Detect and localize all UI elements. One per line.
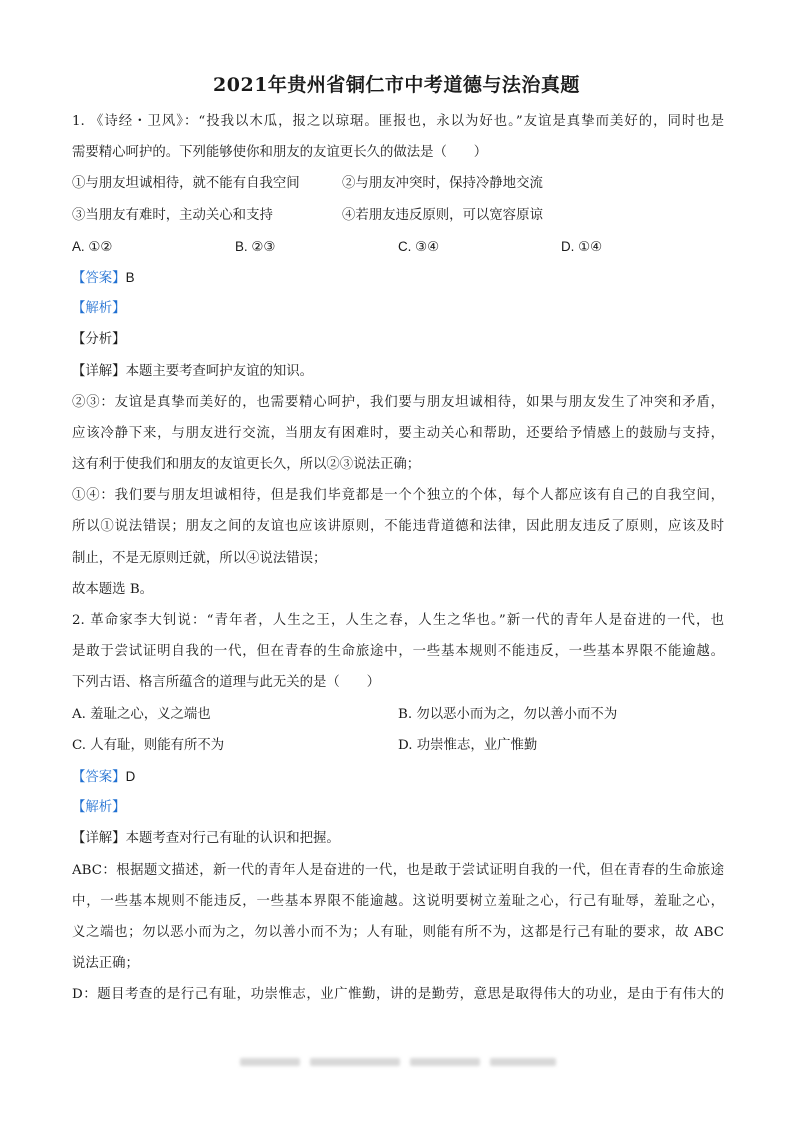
blurred-footer-watermark bbox=[240, 1055, 556, 1069]
q2-explain-1-line-2: 中，一些基本规则不能违反，一些基本界限不能逾越。这说明要树立羞耻之心，行己有耻辱，羞耻之心， bbox=[72, 893, 724, 909]
q1-explain-1-line-3: 这有利于使我们和朋友的友谊更长久，所以②③说法正确； bbox=[72, 457, 421, 473]
q2-answer-value: D bbox=[125, 768, 136, 784]
q2-answer bbox=[72, 761, 724, 792]
q1-detail-tag: 【详解】 bbox=[72, 363, 126, 379]
document-body bbox=[72, 106, 724, 1010]
q1-explain-2-line-1: ①④：我们要与朋友坦诚相待，但是我们毕竟都是一个个独立的个体，每个人都应该有自己的自我空间， bbox=[72, 488, 724, 504]
q2-detail bbox=[72, 823, 724, 854]
q2-option-c: C. 人有耻，则能有所不为 bbox=[72, 737, 225, 753]
q2-detail-text: 本题考查对行己有耻的认识和把握。 bbox=[125, 831, 340, 847]
q2-explain-1-line-3: 义之端也；勿以恶小而为之，勿以善小而不为；人有耻，则能有所不为，这都是行己有耻的要求，故 ABC bbox=[72, 924, 724, 940]
q1-analysis-tag: 【解析】 bbox=[72, 301, 126, 317]
q2-explain-1-line-4: 说法正确； bbox=[72, 956, 139, 972]
q1-options bbox=[72, 231, 724, 262]
q1-explain-2-line-2: 所以①说法错误；朋友之间的友谊也应该讲原则，不能违背道德和法律，因此朋友违反了原则，应该及时 bbox=[72, 519, 724, 535]
q1-answer-tag: 【答案】 bbox=[72, 270, 126, 286]
q1-detail-text: 本题主要考查呵护友谊的知识。 bbox=[125, 363, 314, 379]
q2-stem-line-2: 是敢于尝试证明自我的一代，但在青春的生命旅途中，一些基本规则不能违反，一些基本界限不能逾越。 bbox=[72, 644, 724, 660]
q1-explain-1-line-2: 应该冷静下来，与朋友进行交流，当朋友有困难时，要主动关心和帮助，还要给予情感上的鼓励与支持， bbox=[72, 425, 724, 441]
q1-statements-row-2 bbox=[72, 200, 724, 231]
q2-answer-tag: 【答案】 bbox=[72, 769, 126, 785]
q1-answer-value: B bbox=[125, 269, 135, 285]
q1-statement-1: ①与朋友坦诚相待，就不能有自我空间 bbox=[72, 176, 300, 192]
q2-option-d: D. 功崇惟志，业广惟勤 bbox=[398, 737, 538, 753]
q1-detail bbox=[72, 356, 724, 387]
q1-explain-1-line-1: ②③：友谊是真挚而美好的，也需要精心呵护，我们要与朋友坦诚相待，如果与朋友发生了冲突和矛盾， bbox=[72, 394, 724, 410]
q1-statement-2: ②与朋友冲突时，保持冷静地交流 bbox=[342, 176, 543, 192]
q2-options-row-1 bbox=[72, 699, 724, 730]
q1-option-b: B. ②③ bbox=[235, 238, 276, 254]
q1-statement-3: ③当朋友有难时，主动关心和支持 bbox=[72, 207, 273, 223]
q1-fenxi-tag: 【分析】 bbox=[72, 332, 126, 348]
q2-stem-line-1: 2. 革命家李大钊说：“青年者，人生之王，人生之春，人生之华也。”新一代的青年人是奋进的一代，也 bbox=[72, 613, 724, 628]
q2-options-row-2 bbox=[72, 730, 724, 761]
q2-stem-line-3: 下列古语、格言所蕴含的道理与此无关的是（ ） bbox=[72, 675, 380, 691]
q1-conclusion: 故本题选 B。 bbox=[72, 581, 154, 597]
q1-stem-line-2: 需要精心呵护的。下列能够使你和朋友的友谊更长久的做法是（ ） bbox=[72, 145, 488, 161]
q2-option-a: A. 羞耻之心，义之端也 bbox=[72, 706, 211, 722]
q1-stem-line-1: 1. 《诗经・卫风》：“投我以木瓜，报之以琼琚。匪报也，永以为好也。”友谊是真挚而美好的，同时也是 bbox=[72, 114, 724, 129]
q1-option-a: A. ①② bbox=[72, 238, 113, 254]
q1-statement-4: ④若朋友违反原则，可以宽容原谅 bbox=[342, 207, 543, 223]
q1-answer bbox=[72, 262, 724, 293]
q2-detail-tag: 【详解】 bbox=[72, 831, 126, 847]
q1-explain-2-line-3: 制止，不是无原则迁就，所以④说法错误； bbox=[72, 550, 327, 566]
q1-option-c: C. ③④ bbox=[398, 238, 440, 254]
q2-option-b: B. 勿以恶小而为之，勿以善小而不为 bbox=[398, 706, 618, 722]
q2-explain-2-line-1: D：题目考查的是行己有耻，功崇惟志，业广惟勤，讲的是勤劳，意思是取得伟大的功业，是由于有伟大的 bbox=[72, 987, 724, 1003]
page-title: 2021年贵州省铜仁市中考道德与法治真题 bbox=[213, 74, 580, 96]
q2-analysis-tag: 【解析】 bbox=[72, 800, 126, 816]
q2-explain-1-line-1: ABC：根据题文描述，新一代的青年人是奋进的一代，也是敢于尝试证明自我的一代，但在青春的生命旅途 bbox=[72, 862, 724, 878]
q1-statements-row-1 bbox=[72, 168, 724, 199]
q1-option-d: D. ①④ bbox=[561, 238, 603, 254]
